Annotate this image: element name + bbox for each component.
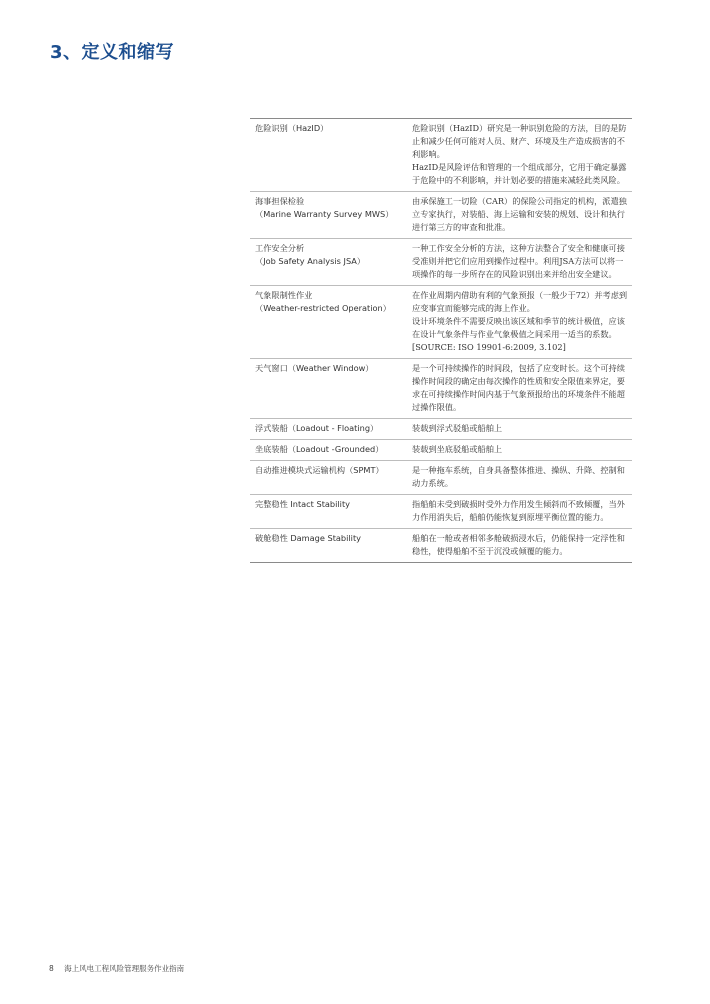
definition-cell — [410, 464, 632, 490]
term-cell — [250, 464, 410, 490]
term-text: 危险识别（HazID） — [255, 123, 329, 133]
page-number: 8 — [49, 964, 54, 973]
table-row — [250, 439, 632, 460]
definition-cell — [410, 443, 632, 456]
definition-text: 一种工作安全分析的方法，这种方法整合了安全和健康可接受准则并把它们应用到操作过程中。利用JSA方法可以将一项操作的每一步所存在的风险识别出来并给出安全建议。 — [412, 243, 625, 279]
table-row — [250, 418, 632, 439]
table-row — [250, 238, 632, 285]
term-text: 天气窗口（Weather Window） — [255, 363, 374, 373]
term-text: （Marine Warranty Survey MWS） — [255, 209, 394, 219]
term-text: 工作安全分析 — [255, 243, 305, 253]
definition-cell — [410, 242, 632, 281]
definition-source: [SOURCE: ISO 19901-6:2009, 3.102] — [412, 342, 566, 352]
term-text: （Job Safety Analysis JSA） — [255, 256, 366, 266]
document-title: 海上风电工程风险管理服务作业指南 — [64, 964, 185, 973]
table-row — [250, 285, 632, 358]
term-cell — [250, 422, 410, 435]
definition-text: 在作业周期内借助有利的气象预报（一般少于72）并考虑到应变事宜而能够完成的海上作业。 — [412, 290, 628, 313]
section-title: 3、定义和缩写 — [50, 42, 175, 63]
definition-text: 是一种拖车系统，自身具备整体推进、操纵、升降、控制和动力系统。 — [412, 465, 625, 488]
definition-text: 装载到坐底驳船或船舶上 — [412, 444, 503, 454]
term-text: 自动推进模块式运输机构（SPMT） — [255, 465, 384, 475]
term-cell — [250, 362, 410, 414]
definition-text: 指船舶未受到破损时受外力作用发生倾斜而不致倾覆，当外力作用消失后，船舶仍能恢复到原埋平衡位置的能力。 — [412, 499, 625, 522]
term-text: 气象限制性作业 — [255, 290, 313, 300]
term-text: 浮式装船（Loadout - Floating） — [255, 423, 379, 433]
term-cell — [250, 289, 410, 354]
definition-cell — [410, 422, 632, 435]
table-row — [250, 528, 632, 562]
term-text: 海事担保检验 — [255, 196, 305, 206]
term-cell — [250, 532, 410, 558]
term-text: 破舱稳性 Damage Stability — [255, 533, 362, 543]
definition-cell — [410, 532, 632, 558]
definition-text: 设计环境条件不需要反映出该区域和季节的统计极值，应该在设计气象条件与作业气象极值之间采用一适当的系数。 — [412, 316, 625, 339]
table-row — [250, 494, 632, 528]
table-row — [250, 460, 632, 494]
definition-text: HazID是风险评估和管理的一个组成部分，它用于确定暴露于危险中的不利影响，并计划必要的措施来减轻此类风险。 — [412, 162, 627, 185]
definition-cell — [410, 289, 632, 354]
page-footer — [49, 963, 184, 974]
definition-cell — [410, 362, 632, 414]
definition-cell — [410, 498, 632, 524]
term-text: 坐底装船（Loadout -Grounded） — [255, 444, 384, 454]
definition-text: 船舶在一舱或者相邻多舱破损浸水后，仍能保持一定浮性和稳性，使得船舶不至于沉没或倾覆的能力。 — [412, 533, 625, 556]
definition-text: 危险识别（HazID）研究是一种识别危险的方法，目的是防止和减少任何可能对人员、财产、环境及生产造成损害的不利影响。 — [412, 123, 627, 159]
term-cell — [250, 122, 410, 187]
definitions-table — [250, 118, 632, 563]
table-row — [250, 358, 632, 418]
definition-cell — [410, 122, 632, 187]
definition-text: 是一个可持续操作的时间段，包括了应变时长。这个可持续操作时间段的确定由每次操作的性质和安全限值来界定，要求在可持续操作时间内基于气象预报给出的环境条件不能超过操作限值。 — [412, 363, 625, 412]
term-cell — [250, 498, 410, 524]
term-cell — [250, 242, 410, 281]
definition-text: 装载到浮式驳船或船舶上 — [412, 423, 503, 433]
term-text: 完整稳性 Intact Stability — [255, 499, 350, 509]
table-row — [250, 191, 632, 238]
term-cell — [250, 443, 410, 456]
definition-cell — [410, 195, 632, 234]
term-cell — [250, 195, 410, 234]
definition-text: 由承保施工一切险（CAR）的保险公司指定的机构，派遣独立专家执行，对装船、海上运输和安装的规划、设计和执行进行第三方的审查和批准。 — [412, 196, 627, 232]
table-row — [250, 119, 632, 191]
term-text: （Weather-restricted Operation） — [255, 303, 391, 313]
